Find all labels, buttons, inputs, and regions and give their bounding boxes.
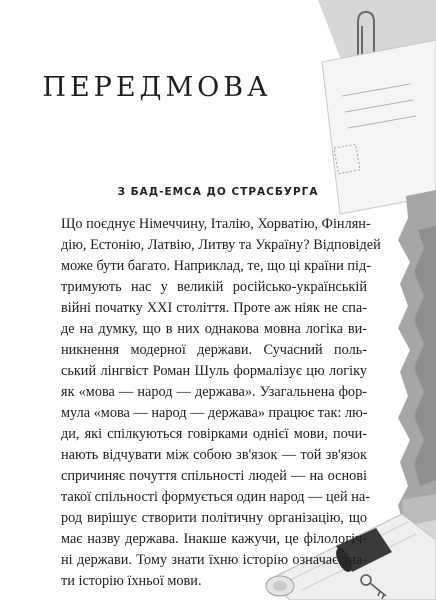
body-line: ні держави. Тому знати їхню історію означає зна- (61, 552, 367, 568)
body-line: ський лінгвіст Роман Шуль формалізує цю логіку (61, 363, 367, 379)
section-heading: З БАД-ЕМСА ДО СТРАСБУРГА (117, 186, 319, 198)
body-line: може бути багато. Наприклад, те, що ці країни під- (61, 258, 372, 274)
body-line: має назву держава. Інакше кажучи, це філологіч- (61, 531, 367, 547)
body-line: Що поєднує Німеччину, Італію, Хорватію, Фінлян- (61, 216, 371, 232)
body-line: де на думку, що в них однакова мовна логіка ви- (61, 321, 367, 337)
body-line: спричиняє почуття спільності людей — на основі (61, 468, 367, 484)
body-line: тримують нас у великій російсько-українській (61, 279, 367, 295)
torn-paper-strip (398, 190, 436, 566)
body-line: дію, Естонію, Латвію, Литву та Україну? Відповідей (61, 237, 381, 253)
body-paragraph (61, 214, 381, 592)
body-line: никнення модерної держави. Сучасний поль- (61, 342, 367, 358)
chapter-title: ПЕРЕДМОВА (42, 72, 272, 103)
body-line: такої спільності формується один народ — цей на- (61, 489, 371, 505)
body-line: ти історію їхньої мови. (61, 573, 202, 589)
body-line: мула «мова — народ — держава» працює так: лю- (61, 405, 368, 421)
body-line: війні початку ХХІ століття. Проте аж ніяк не спа- (61, 300, 367, 316)
body-line: як «мова — народ — держава». Узагальнена фор- (61, 384, 367, 400)
body-line: нають відчувати між собою зв'язок — той зв'язок (61, 447, 367, 463)
body-line: род вирішує створити політичну організацію, що (61, 510, 367, 526)
body-line: ди, які спілкуються говірками однієї мови, почи- (61, 426, 367, 442)
